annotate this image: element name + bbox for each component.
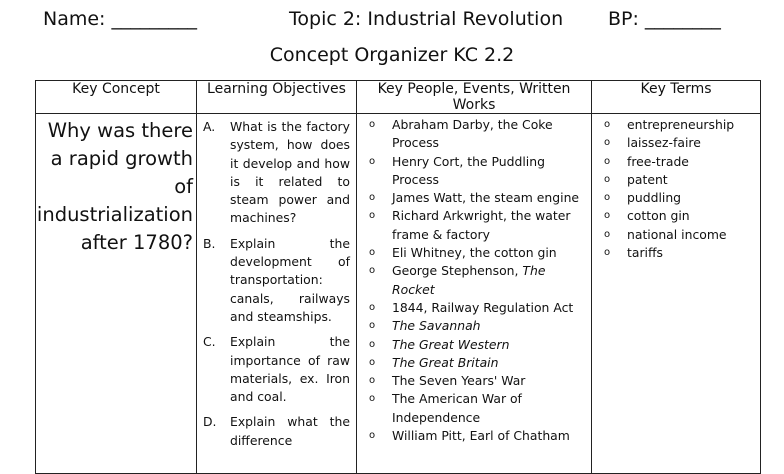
key-people-item bbox=[369, 299, 591, 317]
key-term-text: national income bbox=[627, 226, 727, 242]
bullet-icon: o bbox=[369, 320, 376, 332]
key-people-text bbox=[392, 372, 591, 390]
key-people-item bbox=[369, 427, 591, 445]
key-people-text bbox=[392, 244, 591, 262]
key-people-text bbox=[392, 427, 591, 445]
objective-letter: C. bbox=[203, 334, 216, 350]
bullet-icon: o bbox=[604, 173, 611, 185]
bullet-icon: o bbox=[369, 192, 376, 204]
objective-item bbox=[203, 118, 350, 228]
key-people-plain-text: Richard Arkwright, the water frame & factory bbox=[392, 208, 571, 242]
key-people-plain-text: Abraham Darby, the Coke Process bbox=[392, 117, 553, 151]
table-row bbox=[36, 114, 761, 474]
key-term-item bbox=[604, 171, 760, 189]
objective-item bbox=[203, 413, 350, 450]
key-people-list bbox=[357, 114, 591, 445]
column-header-key-terms: Key Terms bbox=[592, 81, 761, 114]
key-people-item bbox=[369, 189, 591, 207]
key-concept-cell bbox=[36, 114, 197, 474]
objective-text: Explain the development of transportation: canals, railways and steamships. bbox=[230, 235, 350, 324]
bullet-icon: o bbox=[369, 375, 376, 387]
key-people-text bbox=[392, 189, 591, 207]
key-people-item bbox=[369, 336, 591, 354]
key-people-item bbox=[369, 390, 591, 427]
bullet-icon: o bbox=[604, 247, 611, 259]
bullet-icon: o bbox=[604, 155, 611, 167]
key-people-item bbox=[369, 262, 591, 299]
key-people-text bbox=[392, 336, 591, 354]
key-people-plain-text: The Seven Years' War bbox=[392, 373, 526, 389]
bullet-icon: o bbox=[604, 210, 611, 222]
bullet-icon: o bbox=[604, 137, 611, 149]
key-people-text bbox=[392, 116, 591, 153]
objective-letter: A. bbox=[203, 119, 216, 134]
bullet-icon: o bbox=[369, 119, 376, 130]
key-term-text: entrepreneurship bbox=[627, 117, 735, 132]
key-people-plain-text: Eli Whitney, the cotton gin bbox=[392, 245, 557, 261]
key-term-item bbox=[604, 134, 760, 152]
key-people-text bbox=[392, 317, 591, 335]
key-term-item bbox=[604, 226, 760, 244]
bullet-icon: o bbox=[369, 210, 376, 222]
bullet-icon: o bbox=[369, 301, 376, 313]
key-term-item bbox=[604, 116, 760, 134]
page-subtitle: Concept Organizer KC 2.2 bbox=[269, 44, 515, 66]
key-people-plain-text: James Watt, the steam engine bbox=[392, 190, 580, 206]
bullet-icon: o bbox=[604, 119, 611, 130]
key-people-italic-title: The Rocket bbox=[392, 263, 546, 297]
key-term-text: cotton gin bbox=[627, 208, 690, 224]
key-people-item bbox=[369, 317, 591, 335]
learning-objectives-cell bbox=[197, 114, 357, 474]
key-people-item bbox=[369, 372, 591, 390]
concept-organizer-table bbox=[35, 80, 761, 474]
objective-text: Explain what the difference bbox=[230, 414, 350, 448]
bullet-icon: o bbox=[369, 430, 376, 442]
key-term-item bbox=[604, 153, 760, 171]
key-people-text bbox=[392, 299, 591, 317]
key-people-italic-title: The Great Britain bbox=[392, 354, 499, 370]
key-people-text bbox=[392, 262, 591, 299]
objective-letter: B. bbox=[203, 235, 216, 251]
key-term-text: tariffs bbox=[627, 245, 663, 261]
key-term-item bbox=[604, 244, 760, 262]
column-header-key-people: Key People, Events, Written Works bbox=[357, 81, 592, 114]
key-people-plain-text: George Stephenson, bbox=[392, 263, 523, 279]
key-people-plain-text: 1844, Railway Regulation Act bbox=[392, 299, 574, 315]
key-people-text bbox=[392, 207, 591, 244]
objective-item bbox=[203, 235, 350, 326]
key-people-item bbox=[369, 207, 591, 244]
objective-letter: D. bbox=[203, 414, 217, 430]
key-term-text: puddling bbox=[627, 190, 682, 206]
key-term-text: laissez-faire bbox=[627, 135, 701, 151]
bullet-icon: o bbox=[604, 228, 611, 240]
topic-title: Topic 2: Industrial Revolution bbox=[289, 8, 564, 30]
key-people-text bbox=[392, 354, 591, 372]
key-term-item bbox=[604, 207, 760, 225]
key-people-item bbox=[369, 354, 591, 372]
bullet-icon: o bbox=[369, 155, 376, 167]
table-header-row bbox=[36, 81, 761, 114]
key-people-text bbox=[392, 153, 591, 190]
key-people-plain-text: William Pitt, Earl of Chatham bbox=[392, 428, 570, 444]
objective-item bbox=[203, 333, 350, 406]
bullet-icon: o bbox=[369, 393, 376, 405]
key-people-item bbox=[369, 116, 591, 153]
bullet-icon: o bbox=[604, 192, 611, 204]
objective-text: What is the factory system, how does it develop and how is it related to steam power and machines? bbox=[230, 119, 350, 226]
key-people-item bbox=[369, 153, 591, 190]
key-people-cell bbox=[357, 114, 592, 474]
key-people-italic-title: The Savannah bbox=[392, 318, 481, 334]
learning-objectives-list bbox=[197, 114, 356, 450]
bp-field-label: BP: ________ bbox=[608, 8, 721, 30]
bullet-icon: o bbox=[369, 265, 376, 277]
bullet-icon: o bbox=[369, 338, 376, 350]
key-concept-question: Why was there a rapid growth of industrialization after 1780? bbox=[36, 119, 193, 254]
key-people-plain-text: Henry Cort, the Puddling Process bbox=[392, 153, 545, 187]
key-people-italic-title: The Great Western bbox=[392, 336, 510, 352]
key-term-text: free-trade bbox=[627, 153, 689, 169]
key-people-item bbox=[369, 244, 591, 262]
key-term-item bbox=[604, 189, 760, 207]
column-header-key-concept: Key Concept bbox=[36, 81, 197, 114]
column-header-learning-objectives: Learning Objectives bbox=[197, 81, 357, 114]
key-term-text: patent bbox=[627, 171, 668, 187]
key-terms-cell bbox=[592, 114, 761, 474]
objective-text: Explain the importance of raw materials, ex. Iron and coal. bbox=[230, 334, 350, 405]
key-terms-list bbox=[592, 114, 760, 262]
bullet-icon: o bbox=[369, 247, 376, 259]
name-field-label: Name: _________ bbox=[43, 8, 197, 30]
bullet-icon: o bbox=[369, 356, 376, 368]
key-people-text bbox=[392, 390, 591, 427]
key-people-plain-text: The American War of Independence bbox=[392, 391, 522, 425]
